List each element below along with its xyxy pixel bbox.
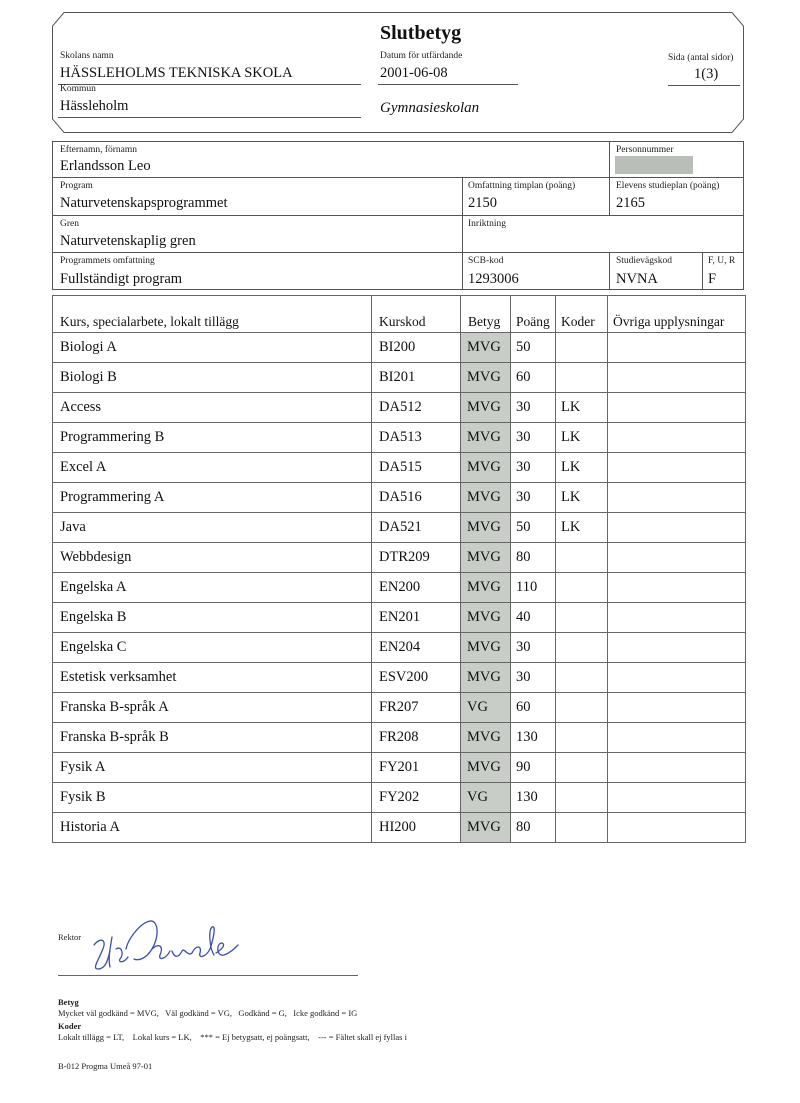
grades-legend-title: Betyg [58,997,79,1007]
course-name: Access [53,393,372,423]
course-row [53,573,746,603]
course-points: 60 [511,693,556,723]
course-codes: LK [556,513,608,543]
course-notes [608,633,746,663]
course-notes [608,393,746,423]
course-codes [556,333,608,363]
course-points: 30 [511,453,556,483]
course-codes [556,813,608,843]
scb-label: SCB-kod [468,256,504,266]
course-name: Estetisk verksamhet [53,663,372,693]
course-points: 30 [511,423,556,453]
course-notes [608,363,746,393]
name-label: Efternamn, förnamn [60,145,138,155]
course-grade: MVG [461,663,511,693]
path-code: NVNA [616,271,658,287]
scope-plan-label: Omfattning timplan (poäng) [468,181,576,191]
course-code: DTR209 [372,543,461,573]
course-codes [556,723,608,753]
program-scope: Fullständigt program [60,271,183,287]
course-grade: MVG [461,603,511,633]
course-notes [608,753,746,783]
col-points-header: Poäng [511,296,556,333]
personnummer-redacted [615,156,693,174]
course-row [53,363,746,393]
course-name: Biologi A [53,333,372,363]
course-codes [556,693,608,723]
course-code: FY202 [372,783,461,813]
course-codes: LK [556,423,608,453]
course-name: Java [53,513,372,543]
path-code-label: Studievägskod [616,256,672,266]
course-grade: VG [461,693,511,723]
student-name: Erlandsson Leo [60,158,151,174]
course-codes: LK [556,483,608,513]
col-notes-header: Övriga upplysningar [608,296,746,333]
course-table [52,295,746,843]
course-code: FR208 [372,723,461,753]
course-grade: MVG [461,543,511,573]
course-notes [608,603,746,633]
course-points: 90 [511,753,556,783]
course-row [53,423,746,453]
course-code: FY201 [372,753,461,783]
course-code: DA513 [372,423,461,453]
course-points: 30 [511,663,556,693]
course-code: ESV200 [372,663,461,693]
course-name: Engelska C [53,633,372,663]
course-row [53,693,746,723]
study-plan: 2165 [616,195,645,211]
course-points: 130 [511,783,556,813]
issue-date-label: Datum för utfärdande [380,51,463,61]
course-code: EN204 [372,633,461,663]
course-notes [608,513,746,543]
program: Naturvetenskapsprogrammet [60,195,228,211]
school-form: Gymnasieskolan [380,100,480,116]
course-row [53,393,746,423]
course-row [53,543,746,573]
course-row [53,723,746,753]
course-name: Biologi B [53,363,372,393]
codes-legend-text: Lokalt tillägg = LT, Lokal kurs = LK, *** = Ej betygsatt, ej poängsatt, --- = Fältet skall ej fyllas i [58,1032,407,1042]
course-codes [556,543,608,573]
course-codes [556,573,608,603]
course-code: EN200 [372,573,461,603]
course-notes [608,663,746,693]
page-label: Sida (antal sidor) [668,53,734,63]
course-name: Franska B-språk B [53,723,372,753]
course-notes [608,453,746,483]
course-codes [556,363,608,393]
col-code-header: Kurskod [372,296,461,333]
course-code: EN201 [372,603,461,633]
course-grade: MVG [461,513,511,543]
course-points: 30 [511,393,556,423]
col-codes-header: Koder [556,296,608,333]
grades-legend-text: Mycket väl godkänd = MVG, Väl godkänd = VG, Godkänd = G, Icke godkänd = IG [58,1008,358,1018]
course-grade: MVG [461,393,511,423]
course-name: Franska B-språk A [53,693,372,723]
course-points: 30 [511,483,556,513]
course-grade: MVG [461,483,511,513]
course-row [53,603,746,633]
course-row [53,483,746,513]
rektor-label: Rektor [58,932,82,942]
course-table-header [53,296,746,333]
course-codes [556,663,608,693]
course-code: DA521 [372,513,461,543]
course-codes [556,753,608,783]
course-grade: MVG [461,723,511,753]
course-name: Fysik B [53,783,372,813]
course-code: DA515 [372,453,461,483]
course-grade: MVG [461,753,511,783]
col-course-header: Kurs, specialarbete, lokalt tillägg [53,296,372,333]
course-code: DA512 [372,393,461,423]
personnummer-label: Personnummer [616,145,674,155]
course-points: 130 [511,723,556,753]
course-grade: MVG [461,453,511,483]
course-name: Programmering B [53,423,372,453]
course-row [53,753,746,783]
school-name-label: Skolans namn [60,51,114,61]
course-name: Programmering A [53,483,372,513]
course-name: Engelska A [53,573,372,603]
col-grade-header: Betyg [461,296,511,333]
form-id: B-012 Progma Umeå 97-01 [58,1061,153,1071]
course-row [53,783,746,813]
course-row [53,513,746,543]
course-grade: MVG [461,573,511,603]
study-plan-label: Elevens studieplan (poäng) [616,181,720,191]
course-points: 30 [511,633,556,663]
course-notes [608,693,746,723]
branch: Naturvetenskaplig gren [60,233,196,249]
program-scope-label: Programmets omfattning [60,256,155,266]
course-grade: MVG [461,423,511,453]
course-points: 60 [511,363,556,393]
course-points: 50 [511,513,556,543]
course-name: Engelska B [53,603,372,633]
course-notes [608,483,746,513]
fur-label: F, U, R [708,256,736,266]
course-notes [608,573,746,603]
course-grade: MVG [461,333,511,363]
codes-legend-title: Koder [58,1021,82,1031]
course-name: Fysik A [53,753,372,783]
scope-plan: 2150 [468,195,497,211]
course-grade: VG [461,783,511,813]
course-points: 50 [511,333,556,363]
course-points: 80 [511,813,556,843]
fur-value: F [708,271,717,287]
course-row [53,813,746,843]
course-grade: MVG [461,813,511,843]
course-row [53,453,746,483]
course-name: Webbdesign [53,543,372,573]
course-row [53,333,746,363]
course-row [53,633,746,663]
document-title: Slutbetyg [380,22,462,44]
direction-label: Inriktning [468,219,506,229]
course-grade: MVG [461,363,511,393]
course-notes [608,423,746,453]
issue-date: 2001-06-08 [380,65,448,81]
course-points: 110 [511,573,556,603]
page-number: 1(3) [694,66,719,82]
course-code: BI201 [372,363,461,393]
course-codes [556,633,608,663]
course-codes [556,783,608,813]
rektor-signature [88,915,258,977]
branch-label: Gren [60,219,79,229]
course-code: BI200 [372,333,461,363]
municipality-label: Kommun [60,84,96,94]
municipality: Hässleholm [60,98,129,114]
course-code: DA516 [372,483,461,513]
course-notes [608,333,746,363]
course-code: FR207 [372,693,461,723]
course-points: 40 [511,603,556,633]
course-row [53,663,746,693]
course-notes [608,543,746,573]
course-notes [608,723,746,753]
course-name: Historia A [53,813,372,843]
course-grade: MVG [461,633,511,663]
course-notes [608,783,746,813]
course-name: Excel A [53,453,372,483]
scb-code: 1293006 [468,271,519,287]
program-label: Program [60,181,93,191]
course-codes [556,603,608,633]
school-name: HÄSSLEHOLMS TEKNISKA SKOLA [60,65,293,81]
course-code: HI200 [372,813,461,843]
course-points: 80 [511,543,556,573]
course-codes: LK [556,393,608,423]
course-codes: LK [556,453,608,483]
course-notes [608,813,746,843]
